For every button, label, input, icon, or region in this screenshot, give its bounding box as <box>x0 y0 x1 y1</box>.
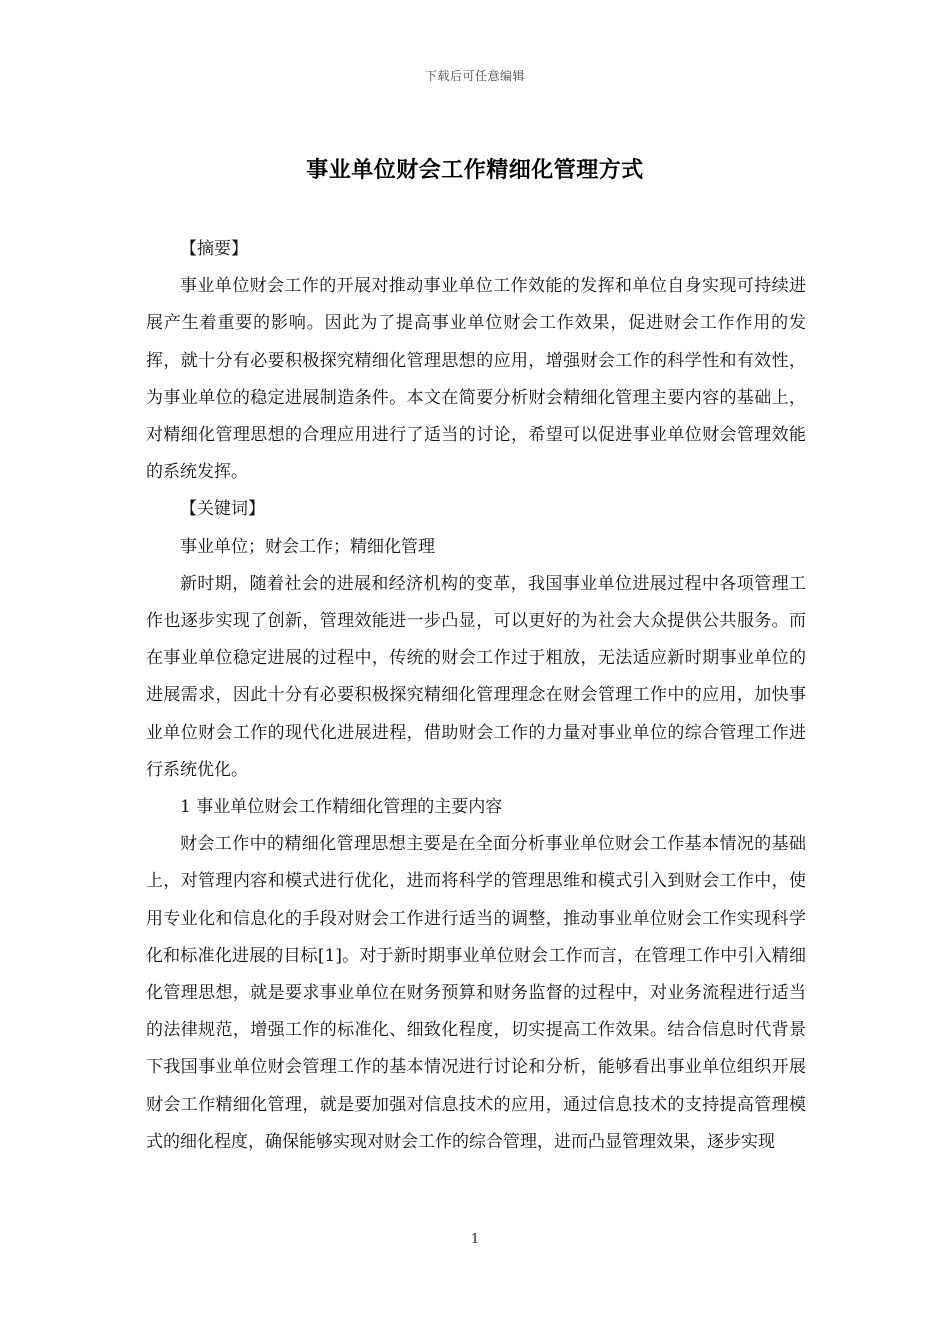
section-1-heading: 1 事业单位财会工作精细化管理的主要内容 <box>180 797 503 818</box>
keywords-paragraph: 事业单位；财会工作；精细化管理 <box>180 536 435 557</box>
page-header-note: 下载后可任意编辑 <box>424 69 525 83</box>
section-1-paragraph: 财会工作中的精细化管理思想主要是在全面分析事业单位财会工作基本情况的基础上，对管理内容和模式进行优化，进而将科学的管理思维和模式引入到财会工作中，使用专业化和信息化的手段对财会工作进行适当的调整，推动事业单位财会工作实现科学化和标准化进展的目标[1]。对于新时期事业单位财会工作而言，在管理工作中引入精细化管理思想，就是要求事业单位在财务预算和财务监督的过程中，对业务流程进行适当的法律规范，增强工作的标准化、细致化程度，切实提高工作效果。结合信息时代背景下我国事业单位财会管理工作的基本情况进行讨论和分析，能够看出事业单位组织开展财会工作精细化管理，就是要加强对信息技术的应用，通过信息技术的支持提高管理模式的细化程度，确保能够实现对财会工作的综合管理，进而凸显管理效果，逐步实现 <box>146 834 806 1152</box>
document-title: 事业单位财会工作精细化管理方式 <box>306 157 644 183</box>
abstract-heading: 【摘要】 <box>180 239 248 259</box>
keywords-heading: 【关键词】 <box>180 499 265 520</box>
page-number: 1 <box>470 1232 480 1247</box>
abstract-paragraph: 事业单位财会工作的开展对推动事业单位工作效能的发挥和单位自身实现可持续进展产生着重要的影响。因此为了提高事业单位财会工作效果，促进财会工作作用的发挥，就十分有必要积极探究精细化管理思想的应用，增强财会工作的科学性和有效性，为事业单位的稳定进展制造条件。本文在简要分析财会精细化管理主要内容的基础上，对精细化管理思想的合理应用进行了适当的讨论，希望可以促进事业单位财会管理效能的系统发挥。 <box>146 276 806 483</box>
intro-paragraph: 新时期，随着社会的进展和经济机构的变革，我国事业单位进展过程中各项管理工作也逐步实现了创新，管理效能进一步凸显，可以更好的为社会大众提供公共服务。而在事业单位稳定进展的过程中，传统的财会工作过于粗放，无法适应新时期事业单位的进展需求，因此十分有必要积极探究精细化管理理念在财会管理工作中的应用，加快事业单位财会工作的现代化进展进程，借助财会工作的力量对事业单位的综合管理工作进行系统优化。 <box>146 573 806 780</box>
document-body <box>146 231 806 1161</box>
